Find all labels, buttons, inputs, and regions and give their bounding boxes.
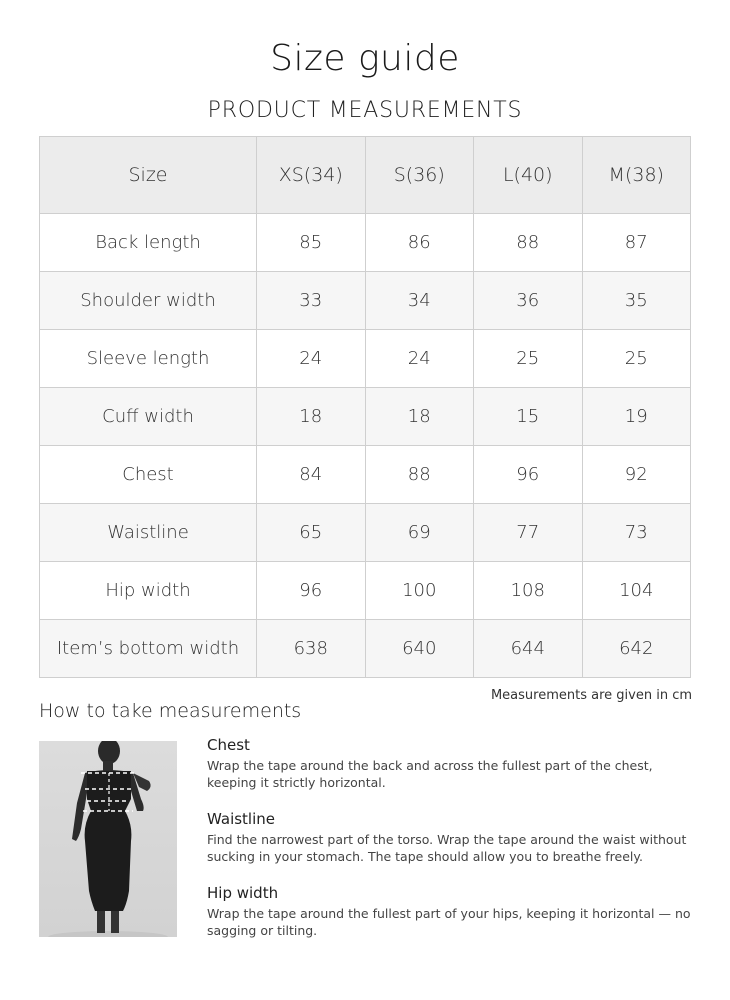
table-row [40, 272, 691, 330]
table-cell: 15 [474, 388, 583, 446]
table-row [40, 388, 691, 446]
table-cell: 33 [257, 272, 366, 330]
table-cell: 87 [582, 214, 691, 272]
table-cell: 25 [474, 330, 583, 388]
column-header: L(40) [474, 137, 583, 214]
instruction-title: Chest [207, 736, 250, 754]
row-label: Chest [40, 446, 257, 504]
table-cell: 25 [582, 330, 691, 388]
row-label: Hip width [40, 562, 257, 620]
instruction-item [207, 884, 695, 939]
instruction-item [207, 736, 695, 791]
model-silhouette-icon [39, 741, 177, 937]
table-cell: 86 [365, 214, 474, 272]
table-cell: 65 [257, 504, 366, 562]
table-cell: 100 [365, 562, 474, 620]
table-row [40, 562, 691, 620]
instruction-text: Find the narrowest part of the torso. Wrap the tape around the waist without sucking in your stomach. The tape should allow you to breathe freely. [207, 832, 687, 864]
table-cell: 644 [474, 620, 583, 678]
instruction-title: Waistline [207, 810, 275, 828]
row-label: Shoulder width [40, 272, 257, 330]
table-row [40, 504, 691, 562]
instruction-text: Wrap the tape around the fullest part of your hips, keeping it horizontal — no sagging or tilting. [207, 906, 691, 938]
table-row [40, 214, 691, 272]
table-cell: 108 [474, 562, 583, 620]
section-title: How to take measurements [39, 700, 302, 722]
table-cell: 73 [582, 504, 691, 562]
table-cell: 88 [474, 214, 583, 272]
page-title: Size guide [270, 38, 460, 79]
table-row [40, 446, 691, 504]
table-cell: 85 [257, 214, 366, 272]
units-note: Measurements are given in cm [490, 688, 692, 703]
table-cell: 84 [257, 446, 366, 504]
table-header-row [40, 137, 691, 214]
instruction-title: Hip width [207, 884, 279, 902]
table-cell: 642 [582, 620, 691, 678]
column-header: XS(34) [257, 137, 366, 214]
table-cell: 18 [257, 388, 366, 446]
instruction-text: Wrap the tape around the back and across the fullest part of the chest, keeping it strictly horizontal. [207, 758, 653, 790]
table-cell: 19 [582, 388, 691, 446]
table-cell: 96 [474, 446, 583, 504]
column-header: S(36) [365, 137, 474, 214]
table-row [40, 330, 691, 388]
table-row [40, 620, 691, 678]
table-cell: 96 [257, 562, 366, 620]
table-cell: 24 [257, 330, 366, 388]
table-cell: 640 [365, 620, 474, 678]
table-cell: 92 [582, 446, 691, 504]
row-label: Sleeve length [40, 330, 257, 388]
row-label: Item’s bottom width [40, 620, 257, 678]
column-header: M(38) [582, 137, 691, 214]
column-header: Size [40, 137, 257, 214]
table-cell: 69 [365, 504, 474, 562]
row-label: Waistline [40, 504, 257, 562]
instruction-item [207, 810, 695, 865]
measurement-instructions [207, 736, 695, 958]
size-table [39, 136, 691, 678]
table-cell: 24 [365, 330, 474, 388]
table-cell: 34 [365, 272, 474, 330]
table-cell: 88 [365, 446, 474, 504]
table-cell: 638 [257, 620, 366, 678]
table-cell: 18 [365, 388, 474, 446]
table-cell: 35 [582, 272, 691, 330]
model-figure-image [39, 741, 177, 937]
row-label: Back length [40, 214, 257, 272]
page-subtitle: PRODUCT MEASUREMENTS [207, 98, 523, 123]
table-cell: 77 [474, 504, 583, 562]
table-cell: 36 [474, 272, 583, 330]
row-label: Cuff width [40, 388, 257, 446]
table-cell: 104 [582, 562, 691, 620]
